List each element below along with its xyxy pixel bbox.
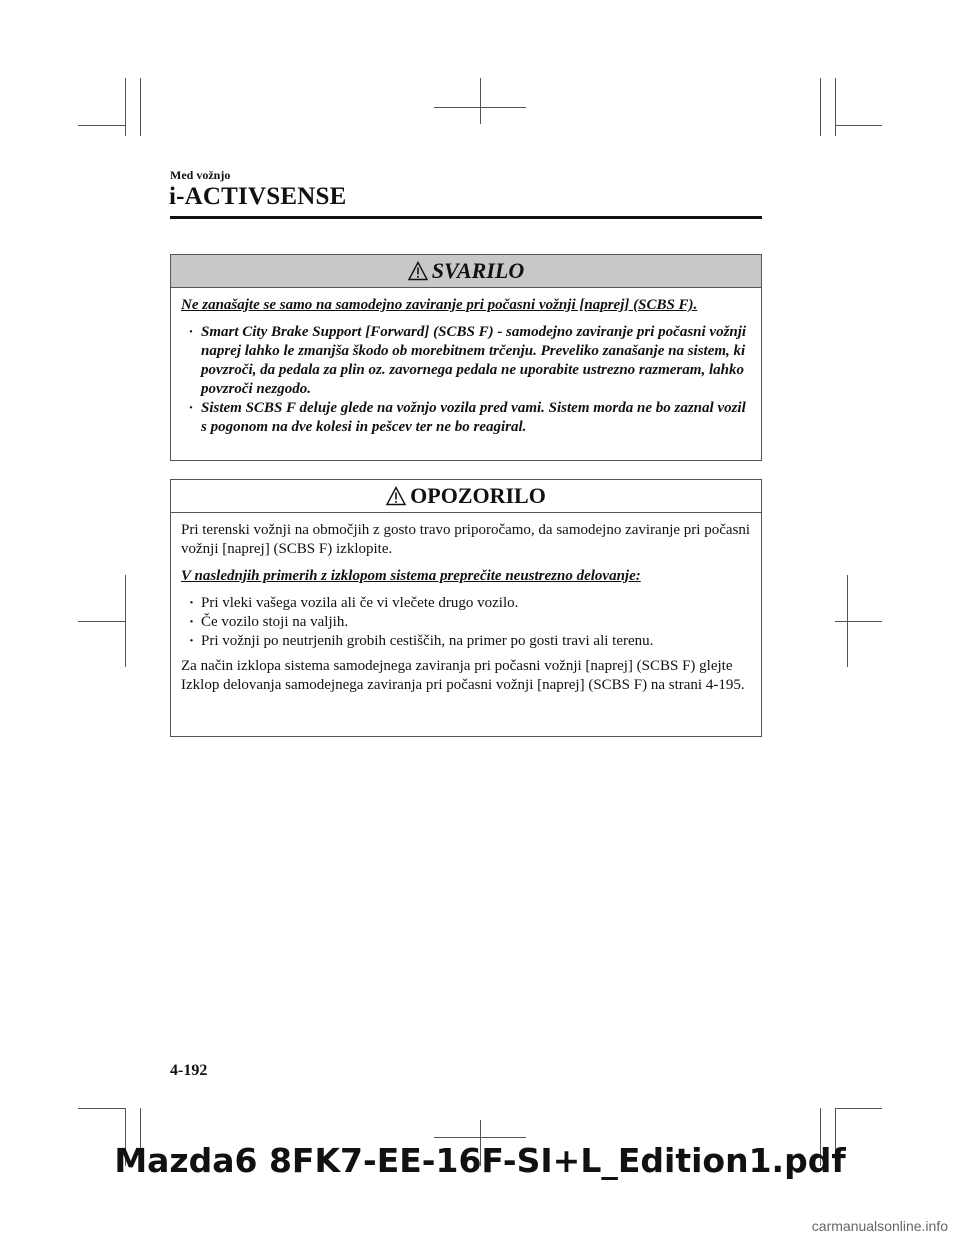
caution-intro: Pri terenski vožnji na območjih z gosto travo priporočamo, da samodejno zaviranje pri počasni vožnji [naprej] (SCBS F) izklopite. xyxy=(181,522,751,557)
watermark: carmanualsonline.info xyxy=(811,1218,948,1234)
list-item: · Smart City Brake Support [Forward] (SCBS F) - samodejno zaviranje pri počasni vožnji naprej lahko le zmanjša škodo ob morebitnem trčenju. Preveliko zanašanje na sistem, ki povzroči, da pedala za plin oz. zavornega pedala ne uporabite ustrezno razmeram, lahko povzroči nezgodo. xyxy=(181,323,751,399)
warning-lead: Ne zanašajte se samo na samodejno zaviranje pri počasni vožnji [naprej] (SCBS F). xyxy=(181,297,698,313)
section-label: Med vožnjo xyxy=(170,168,231,182)
caution-list xyxy=(181,594,751,651)
list-item: · Sistem SCBS F deluje glede na vožnjo vozila pred vami. Sistem morda ne bo zaznal vozil s pogonom na dve kolesi in pešcev ter ne bo reagiral. xyxy=(181,399,751,437)
warning-triangle-icon xyxy=(408,261,428,281)
warning-box xyxy=(170,254,762,461)
caution-body xyxy=(171,513,761,695)
caution-header xyxy=(171,480,761,513)
caution-box xyxy=(170,479,762,737)
chapter-title: i-ACTIVSENSE xyxy=(169,183,347,210)
list-item: · Pri vleki vašega vozila ali če vi vlečete drugo vozilo. xyxy=(181,594,751,613)
caution-title: OPOZORILO xyxy=(410,483,546,508)
list-item: · Če vozilo stoji na valjih. xyxy=(181,613,751,632)
warning-header xyxy=(171,255,761,288)
page-number: 4-192 xyxy=(170,1062,208,1079)
list-item: · Pri vožnji po neutrjenih grobih cestiščih, na primer po gosti travi ali terenu. xyxy=(181,632,751,651)
warning-title: SVARILO xyxy=(431,258,525,283)
caution-subheading: V naslednjih primerih z izklopom sistema preprečite neustrezno delovanje: xyxy=(181,568,641,584)
warning-list xyxy=(181,323,751,437)
caution-outro: Za način izklopa sistema samodejnega zaviranja pri počasni vožnji [naprej] (SCBS F) glejte Izklop delovanja samodejnega zaviranja pri počasni vožnji [naprej] (SCBS F) na strani 4-195. xyxy=(181,658,745,693)
footer-file-name: Mazda6 8FK7-EE-16F-SI+L_Edition1.pdf xyxy=(114,1141,846,1180)
warning-triangle-icon xyxy=(386,486,406,506)
warning-body xyxy=(171,288,761,437)
title-rule xyxy=(170,216,762,219)
